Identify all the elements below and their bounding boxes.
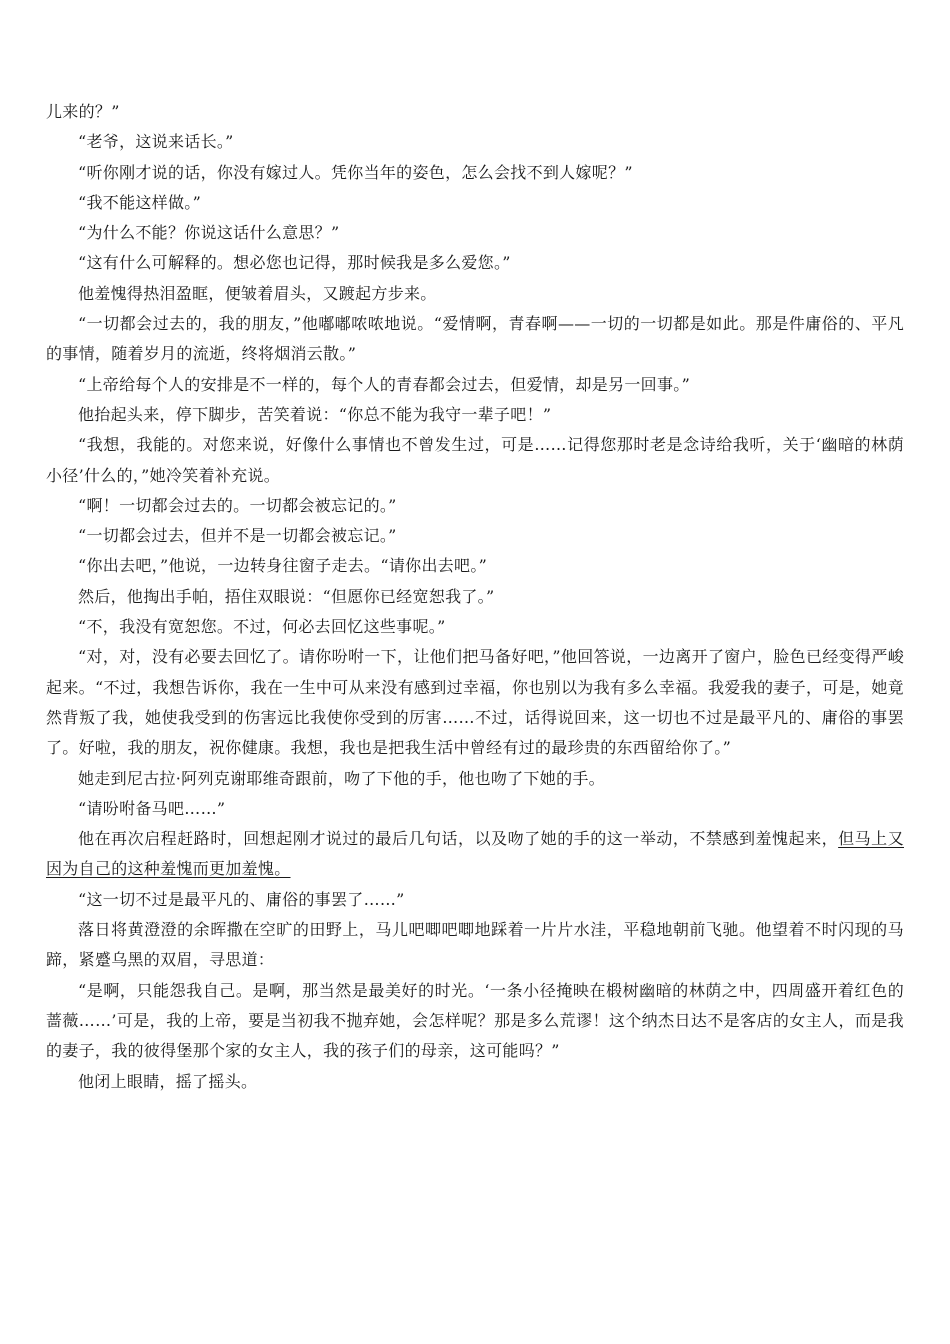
paragraph: “请吩咐备马吧……” [78, 798, 226, 818]
paragraph: “这一切不过是最平凡的、庸俗的事罢了……” [78, 889, 405, 909]
paragraph: “老爷，这说来话长。” [78, 132, 234, 152]
paragraph: “不，我没有宽恕您。不过，何必去回忆这些事呢。” [78, 617, 446, 637]
paragraph: “听你刚才说的话，你没有嫁过人。凭你当年的姿色，怎么会找不到人嫁呢？” [78, 162, 633, 182]
paragraph: “我想，我能的。对您来说，好像什么事情也不曾发生过，可是……记得您那时老是念诗给我听，关于‘幽暗的林荫小径’什么的，”她冷笑着补充说。 [46, 435, 904, 485]
paragraph: “为什么不能？你说这话什么意思？” [78, 223, 340, 243]
paragraph: “啊！一切都会过去的。一切都会被忘记的。” [78, 495, 397, 515]
paragraph-text: 他在再次启程赶路时，回想起刚才说过的最后几句话，以及吻了她的手的这一举动，不禁感到羞愧起来， [78, 829, 839, 849]
paragraph: “这有什么可解释的。想必您也记得，那时候我是多么爱您。” [78, 253, 511, 273]
paragraph: “一切都会过去，但并不是一切都会被忘记。” [78, 526, 397, 546]
paragraph: “上帝给每个人的安排是不一样的，每个人的青春都会过去，但爱情，却是另一回事。” [78, 374, 691, 394]
paragraph: 然后，他掏出手帕，捂住双眼说：“但愿你已经宽恕我了。” [78, 586, 495, 606]
paragraph: “是啊，只能怨我自己。是啊，那当然是最美好的时光。‘一条小径掩映在椴树幽暗的林荫之中，四周盛开着红色的蔷薇……’可是，我的上帝，要是当初我不抛弃她，会怎样呢？那是多么荒谬！这个纳杰日达不是客店的女主人，而是我的妻子，我的彼得堡那个家的女主人，我的孩子们的母亲，这可能吗？” [46, 980, 904, 1061]
paragraph: 他闭上眼睛，摇了摇头。 [78, 1071, 258, 1091]
story-text [46, 97, 904, 1097]
paragraph: “一切都会过去的，我的朋友，”他嘟嘟哝哝地说。“爱情啊，青春啊——一切的一切都是如此。那是件庸俗的、平凡的事情，随着岁月的流逝，终将烟消云散。” [46, 314, 904, 364]
paragraph: 她走到尼古拉·阿列克谢耶维奇跟前，吻了下他的手，他也吻了下她的手。 [78, 768, 605, 788]
paragraph: 落日将黄澄澄的余晖撒在空旷的田野上，马儿吧唧吧唧地踩着一片片水洼，平稳地朝前飞驰。他望着不时闪现的马蹄，紧蹙乌黑的双眉，寻思道： [46, 920, 904, 970]
underlined-sentence: 但马上又因为自己的这种羞愧而更加羞愧。 [46, 829, 904, 879]
paragraph: “我不能这样做。” [78, 192, 202, 212]
paragraph: “你出去吧，”他说，一边转身往窗子走去。“请你出去吧。” [78, 556, 488, 576]
paragraph-with-underline [46, 824, 904, 885]
paragraph: “对，对，没有必要去回忆了。请你吩咐一下，让他们把马备好吧，”他回答说，一边离开了窗户，脸色已经变得严峻起来。“不过，我想告诉你，我在一生中可从来没有感到过幸福，你也别以为我有多么幸福。我爱我的妻子，可是，她竟然背叛了我，她使我受到的伤害远比我使你受到的厉害……不过，话得说回来，这一切也不过是最平凡的、庸俗的事罢了。好啦，我的朋友，祝你健康。我想，我也是把我生活中曾经有过的最珍贵的东西留给你了。” [46, 647, 904, 758]
paragraph: 儿来的？” [46, 102, 120, 121]
paragraph: 他羞愧得热泪盈眶，便皱着眉头，又踱起方步来。 [78, 283, 437, 303]
paragraph: 他抬起头来，停下脚步，苦笑着说：“你总不能为我守一辈子吧！” [78, 404, 552, 424]
